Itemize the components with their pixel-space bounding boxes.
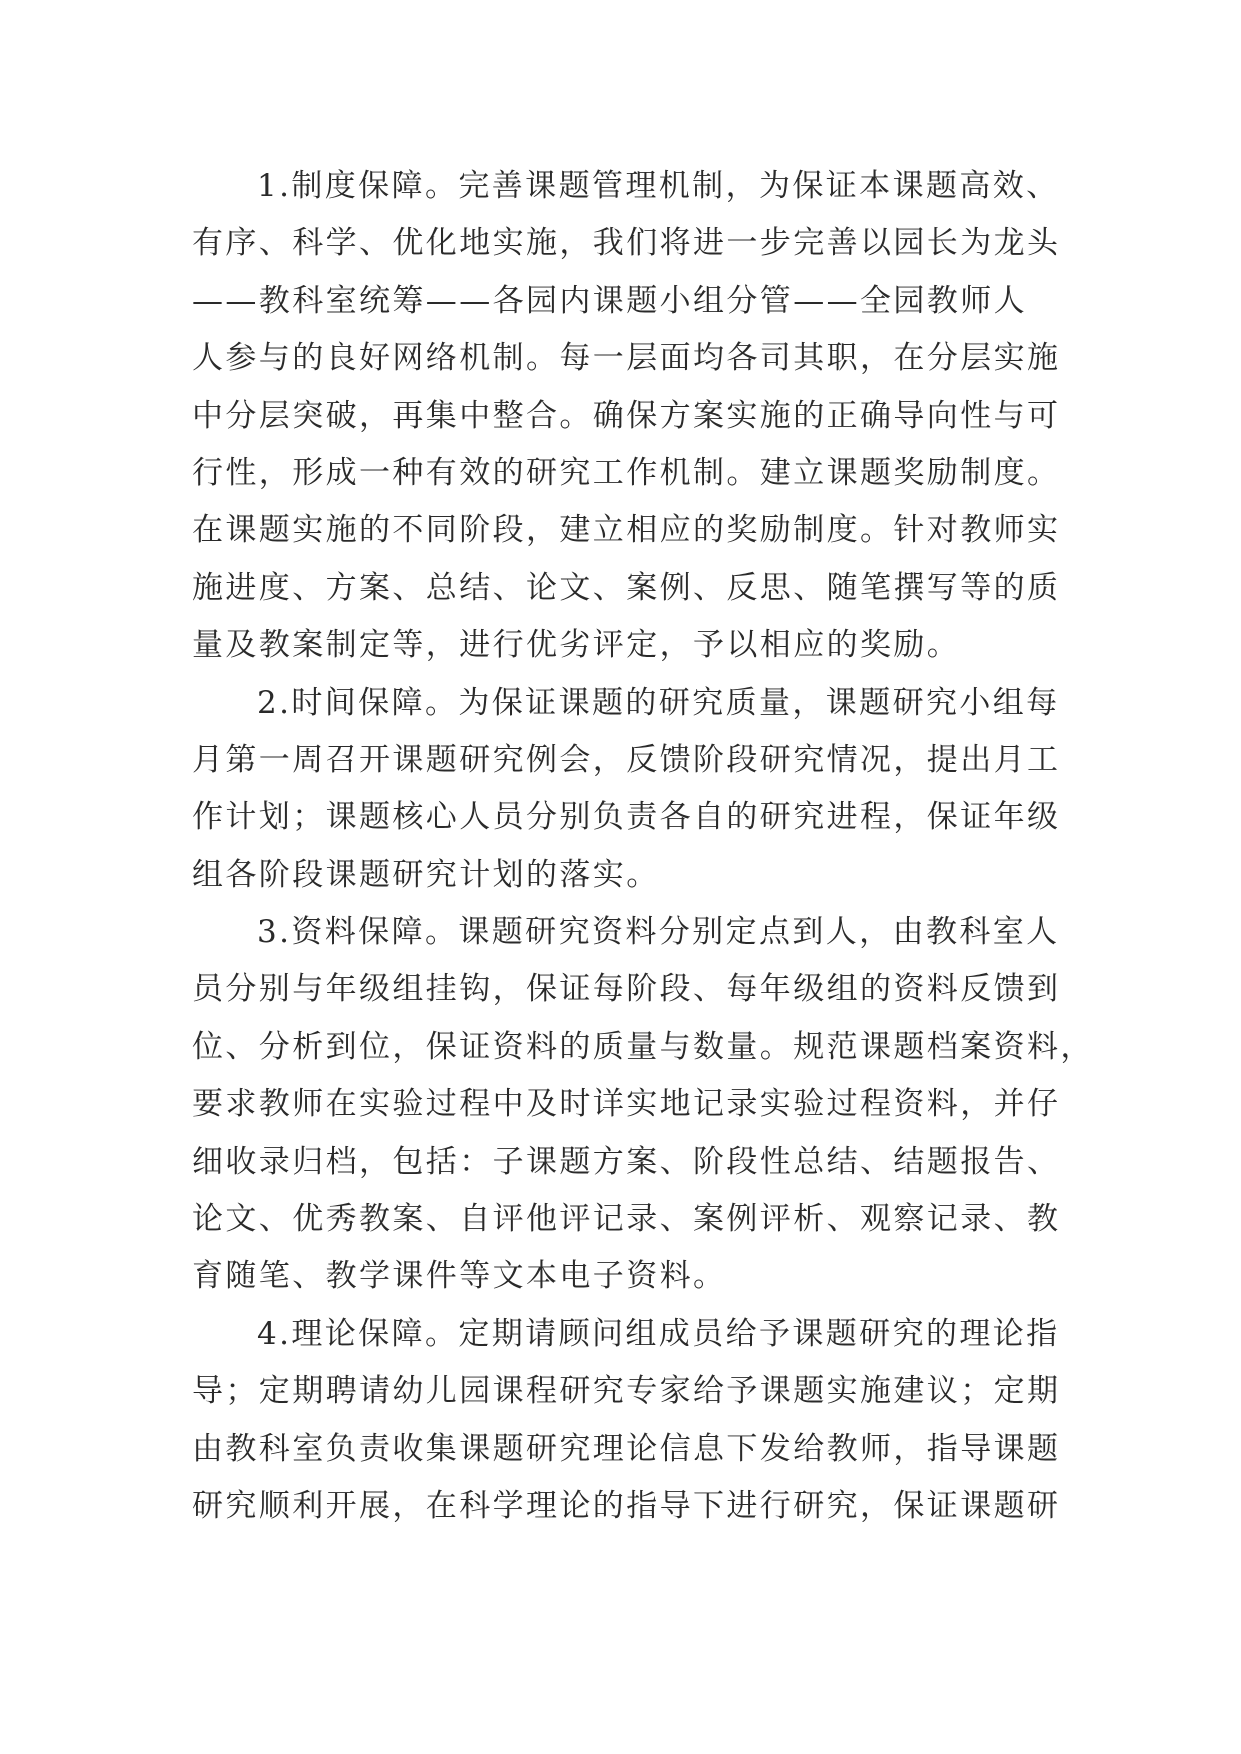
text-line: 导；定期聘请幼儿园课程研究专家给予课题实施建议；定期	[192, 1373, 1061, 1410]
text-line: 有序、科学、优化地实施，我们将进一步完善以园长为龙头	[192, 225, 1061, 262]
text-line: 员分别与年级组挂钩，保证每阶段、每年级组的资料反馈到	[192, 971, 1061, 1008]
text-line: 要求教师在实验过程中及时详实地记录实验过程资料，并仔	[192, 1086, 1061, 1123]
text-line: 4.理论保障。定期请顾问组成员给予课题研究的理论指	[257, 1315, 1060, 1352]
text-line: 量及教案制定等，进行优劣评定，予以相应的奖励。	[192, 627, 961, 664]
text-line: 论文、优秀教案、自评他评记录、案例评析、观察记录、教	[192, 1201, 1061, 1238]
text-line: 中分层突破，再集中整合。确保方案实施的正确导向性与可	[192, 397, 1061, 434]
text-line: 行性，形成一种有效的研究工作机制。建立课题奖励制度。	[192, 454, 1061, 491]
document-body	[192, 158, 1094, 1535]
text-line: 由教科室负责收集课题研究理论信息下发给教师，指导课题	[192, 1430, 1061, 1467]
text-line: 组各阶段课题研究计划的落实。	[192, 856, 660, 893]
text-line: 人参与的良好网络机制。每一层面均各司其职，在分层实施	[192, 340, 1061, 377]
text-line: 3.资料保障。课题研究资料分别定点到人，由教科室人	[257, 914, 1060, 951]
text-line: 1.制度保障。完善课题管理机制，为保证本课题高效、	[257, 168, 1060, 204]
text-line: 细收录归档，包括：子课题方案、阶段性总结、结题报告、	[192, 1143, 1061, 1180]
text-line: 月第一周召开课题研究例会，反馈阶段研究情况，提出月工	[192, 741, 1061, 778]
text-line: 在课题实施的不同阶段，建立相应的奖励制度。针对教师实	[192, 512, 1061, 549]
text-line: 育随笔、教学课件等文本电子资料。	[192, 1258, 727, 1295]
text-line: 2.时间保障。为保证课题的研究质量，课题研究小组每	[257, 684, 1060, 721]
text-line: ——教科室统筹——各园内课题小组分管——全园教师人	[192, 282, 1027, 319]
text-line: 施进度、方案、总结、论文、案例、反思、随笔撰写等的质	[192, 569, 1061, 606]
text-line: 作计划；课题核心人员分别负责各自的研究进程，保证年级	[192, 799, 1061, 836]
text-line: 研究顺利开展，在科学理论的指导下进行研究，保证课题研	[192, 1487, 1061, 1524]
text-line: 位、分析到位，保证资料的质量与数量。规范课题档案资料，	[192, 1028, 1094, 1065]
